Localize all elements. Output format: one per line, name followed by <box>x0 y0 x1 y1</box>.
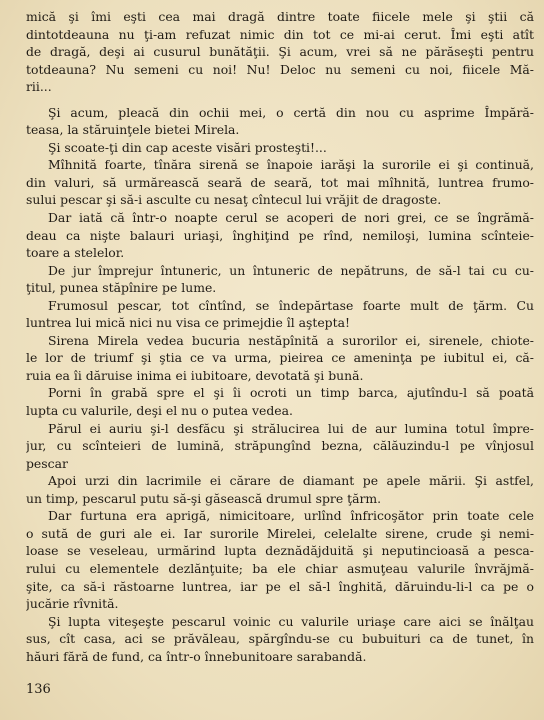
text-line: o sută de guri ale ei. Iar surorile Mirelei, celelalte sirene, crude şi nemi- <box>26 525 534 541</box>
text-line: Mîhnită foarte, tînăra sirenă se înapoie iarăşi la surorile ei şi continuă, <box>48 157 534 173</box>
text-line: jucărie rîvnită. <box>26 596 119 612</box>
text-line: Dar iată că într-o noapte cerul se acoperi de nori grei, ce se îngrămă- <box>48 210 534 226</box>
text-line: din valuri, să urmărească seară de seară, tot mai mîhnită, luntrea frumo- <box>26 174 534 190</box>
text-line: Sirena Mirela vedea bucuria nestăpînită a surorilor ei, sirenele, chiote- <box>48 332 534 348</box>
text-line: Apoi urzi din lacrimile ei cărare de diamant pe apele mării. Şi astfel, <box>48 473 534 489</box>
text-line: ruia ea îi dăruise inima ei iubitoare, devotată şi bună. <box>26 367 364 383</box>
text-line: De jur împrejur întuneric, un întuneric de nepătruns, de să-l tai cu cu- <box>48 262 534 278</box>
text-line: Frumosul pescar, tot cîntînd, se îndepărtase foarte mult de ţărm. Cu <box>48 297 534 313</box>
text-line: hăuri fără de fund, ca într-o înnebunitoare sarabandă. <box>26 648 367 664</box>
text-line: toare a stelelor. <box>26 245 125 261</box>
text-line: teasa, la stăruinţele bietei Mirela. <box>26 122 240 138</box>
text-line: mică şi îmi eşti cea mai dragă dintre toate fiicele mele şi ştii că <box>26 9 534 24</box>
text-line: sului pescar şi să-i asculte cu nesaţ cîntecul lui vrăjit de dragoste. <box>26 192 442 208</box>
text-line: Şi scoate-ţi din cap aceste visări prosteşti!... <box>48 139 327 155</box>
text-line: le lor de triumf şi ştia ce va urma, pieirea ce ameninţa pe iubitul ei, că- <box>26 350 534 366</box>
text-line: dintotdeauna nu ţi-am refuzat nimic din tot ce mi-ai cerut. Îmi eşti atît <box>26 26 534 42</box>
text-line: Şi lupta viteşeşte pescarul voinic cu valurile uriaşe care aici se înălţau <box>48 613 534 629</box>
text-line: rului cu elementele dezlănţuite; ba ele chiar asmuţeau valurile învrăjmă- <box>26 560 534 576</box>
text-line: Şi acum, pleacă din ochii mei, o certă din nou cu asprime Împără- <box>48 104 534 120</box>
text-line: rii... <box>26 79 52 95</box>
text-line: luntrea lui mică nici nu visa ce primejdie îl aştepta! <box>26 315 350 331</box>
text-line: jur, cu scînteieri de lumină, străpungînd bezna, călăuzindu-l pe vînjosul <box>26 438 534 454</box>
text-line: Părul ei auriu şi-l desfăcu şi strălucirea lui de aur lumina totul împre- <box>48 420 534 436</box>
text-line: de dragă, deşi ai cusurul bunătăţii. Şi acum, vrei să ne părăseşti pentru <box>26 44 534 60</box>
text-line: un timp, pescarul putu să-şi găsească drumul spre ţărm. <box>26 490 382 506</box>
paragraph-gap <box>26 96 534 104</box>
page-text <box>26 8 534 665</box>
text-line: Porni în grabă spre el şi îi ocroti un timp barca, ajutîndu-l să poată <box>48 385 534 401</box>
text-line: sus, cît casa, aci se prăvăleau, spărgîndu-se cu bubuituri ca de tunet, în <box>26 631 534 647</box>
text-line: lupta cu valurile, deşi el nu o putea vedea. <box>26 403 293 419</box>
text-line: Dar furtuna era aprigă, nimicitoare, urlînd înfricoşător prin toate cele <box>48 508 534 524</box>
page-number: 136 <box>26 682 51 697</box>
text-line: totdeauna? Nu semeni cu noi! Nu! Deloc nu semeni cu noi, fiicele Mă- <box>26 61 534 77</box>
text-line: loase se veseleau, urmărind lupta deznădăjduită şi neputincioasă a pesca- <box>26 543 534 559</box>
text-line: ţitul, punea stăpînire pe lume. <box>26 280 217 296</box>
text-line: şite, ca să-i răstoarne luntrea, iar pe el să-l înghită, dăruindu-li-l ca pe o <box>26 578 534 594</box>
text-line: deau ca nişte balauri uriaşi, înghiţind pe rînd, nemiloşi, lumina scînteie- <box>26 227 534 243</box>
text-line: pescar <box>26 455 68 471</box>
